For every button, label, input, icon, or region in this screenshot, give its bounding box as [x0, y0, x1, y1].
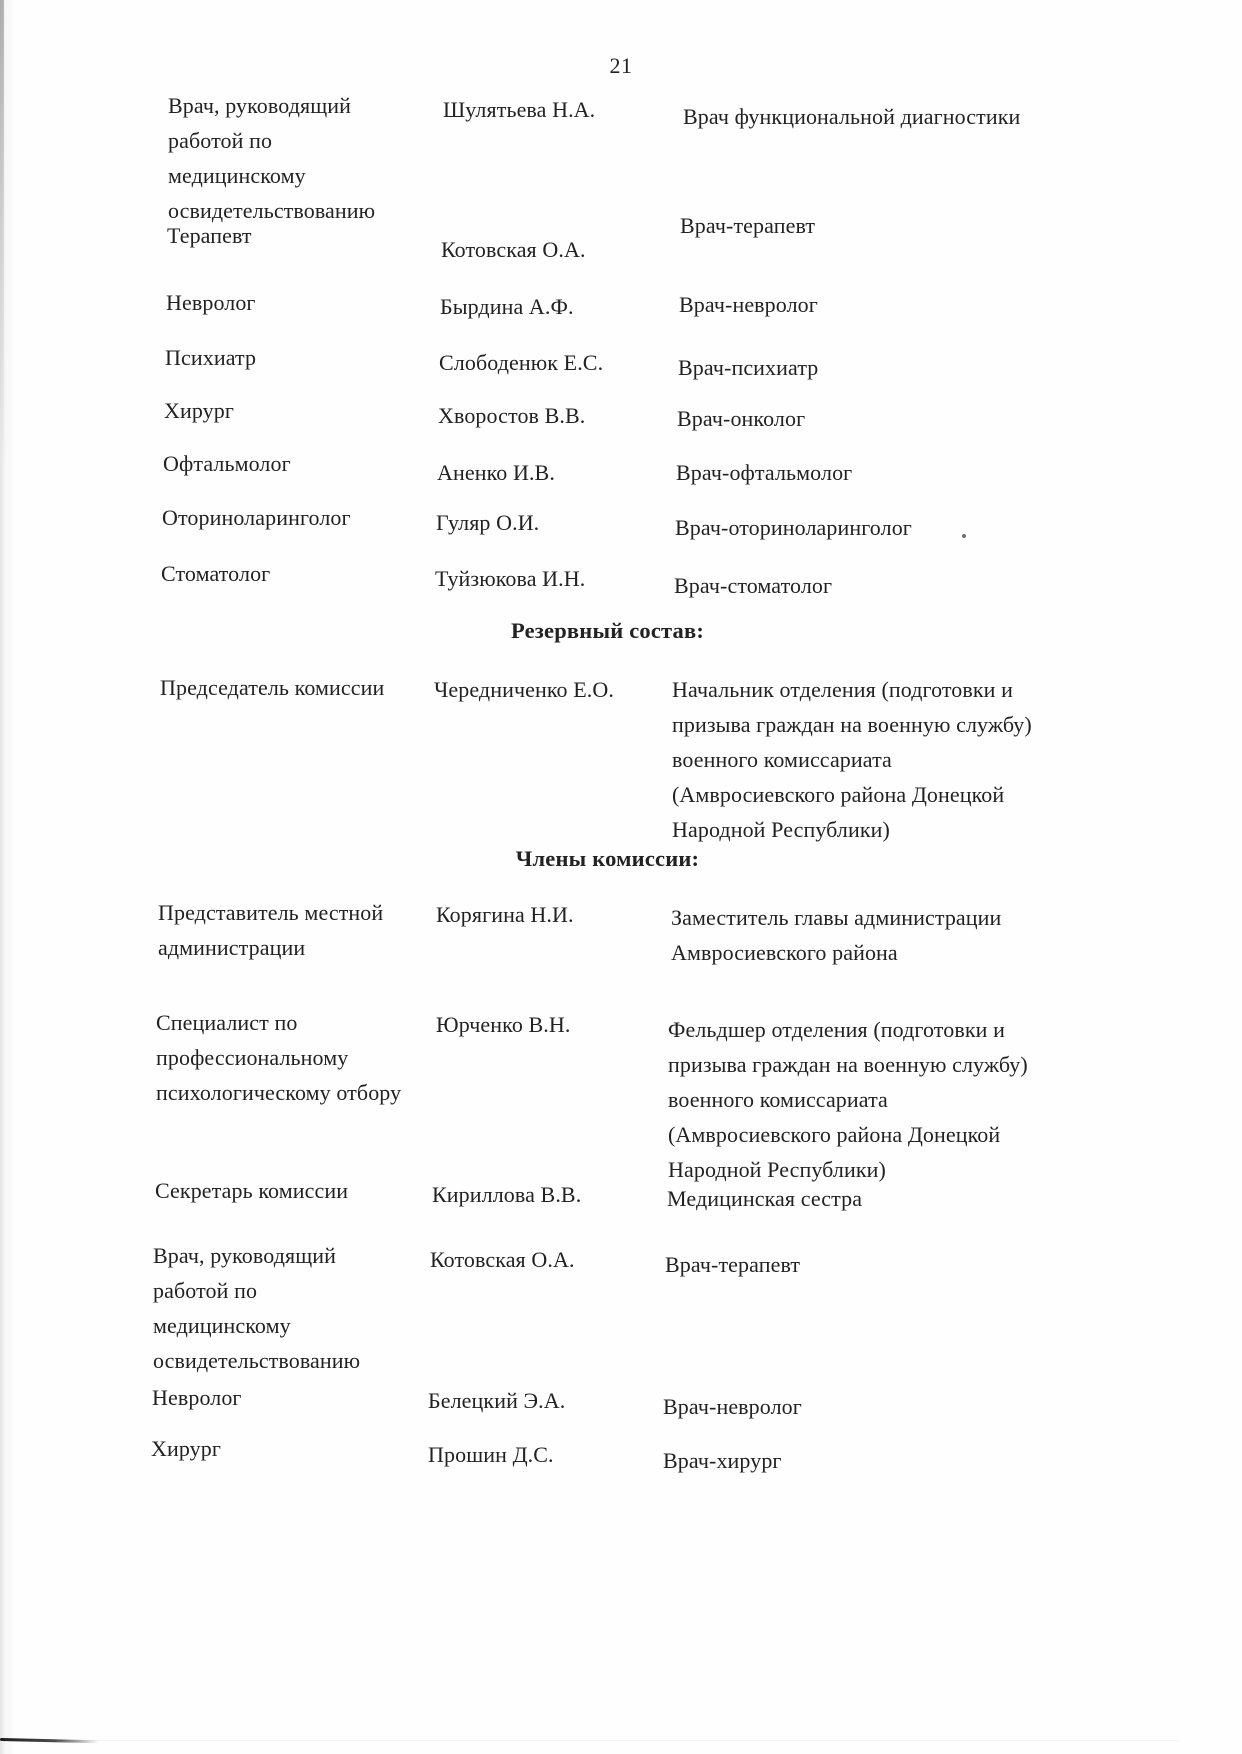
page-number: 21	[609, 53, 633, 78]
name-cell: Чередниченко Е.О.	[434, 677, 614, 702]
position-cell: Заместитель главы администрации Амвросиевского района	[671, 905, 1002, 965]
name-cell: Кириллова В.В.	[432, 1182, 582, 1207]
name-cell: Белецкий Э.А.	[428, 1388, 566, 1413]
position-cell: Медицинская сестра	[667, 1186, 863, 1211]
position-cell: Врач-невролог	[663, 1394, 802, 1419]
role-cell: Специалист по профессиональному психологическому отбору	[156, 1010, 402, 1105]
position-cell: Врач-хирург	[663, 1448, 782, 1473]
role-cell: Невролог	[152, 1385, 242, 1410]
position-cell: Врач-психиатр	[678, 355, 819, 380]
name-cell: Прошин Д.С.	[428, 1442, 554, 1467]
position-cell: Врач-офтальмолог	[676, 460, 853, 485]
section-heading: Резервный состав:	[510, 618, 705, 643]
role-cell: Врач, руководящий работой по медицинскому освидетельствованию	[153, 1243, 361, 1373]
name-cell: Гуляр О.И.	[436, 510, 540, 535]
position-cell: Врач-онколог	[677, 406, 806, 431]
role-cell: Председатель комиссии	[160, 675, 385, 700]
scan-dot-artifact	[962, 534, 966, 538]
name-cell: Котовская О.А.	[441, 237, 586, 262]
position-cell: Врач-невролог	[679, 292, 818, 317]
role-cell: Психиатр	[165, 345, 257, 370]
position-cell: Фельдшер отделения (подготовки и призыва граждан на военную службу) военного комиссариата (Амвросиевского района Донецкой Народной Республики)	[668, 1017, 1028, 1182]
role-cell: Врач, руководящий работой по медицинскому освидетельствованию	[168, 93, 376, 223]
scan-edge-shadow	[0, 0, 16, 1754]
position-cell: Врач-оториноларинголог	[675, 515, 912, 540]
name-cell: Слободенюк Е.С.	[439, 350, 604, 375]
role-cell: Стоматолог	[161, 561, 271, 586]
role-cell: Представитель местной администрации	[158, 900, 384, 960]
role-cell: Хирург	[164, 398, 234, 423]
name-cell: Котовская О.А.	[430, 1247, 575, 1272]
role-cell: Оториноларинголог	[162, 505, 351, 530]
role-cell: Невролог	[166, 290, 256, 315]
position-cell: Врач функциональной диагностики	[683, 104, 1021, 129]
name-cell: Шулятьева Н.А.	[443, 97, 596, 122]
position-cell: Начальник отделения (подготовки и призыва граждан на военную службу) военного комиссариата (Амвросиевского района Донецкой Народной Республики)	[672, 677, 1032, 842]
scan-line-faint-artifact	[60, 1740, 1180, 1741]
name-cell: Корягина Н.И.	[436, 902, 574, 927]
name-cell: Туйзюкова И.Н.	[435, 566, 586, 591]
role-cell: Терапевт	[167, 223, 252, 248]
role-cell: Секретарь комиссии	[155, 1178, 349, 1203]
position-cell: Врач-терапевт	[665, 1252, 801, 1277]
role-cell: Офтальмолог	[163, 451, 291, 476]
name-cell: Хворостов В.В.	[438, 403, 586, 428]
role-cell: Хирург	[151, 1436, 221, 1461]
position-cell: Врач-стоматолог	[674, 573, 833, 598]
name-cell: Юрченко В.Н.	[436, 1012, 571, 1037]
name-cell: Аненко И.В.	[437, 460, 555, 485]
position-cell: Врач-терапевт	[680, 213, 816, 238]
name-cell: Бырдина А.Ф.	[440, 294, 574, 319]
section-heading: Члены комиссии:	[515, 846, 700, 871]
